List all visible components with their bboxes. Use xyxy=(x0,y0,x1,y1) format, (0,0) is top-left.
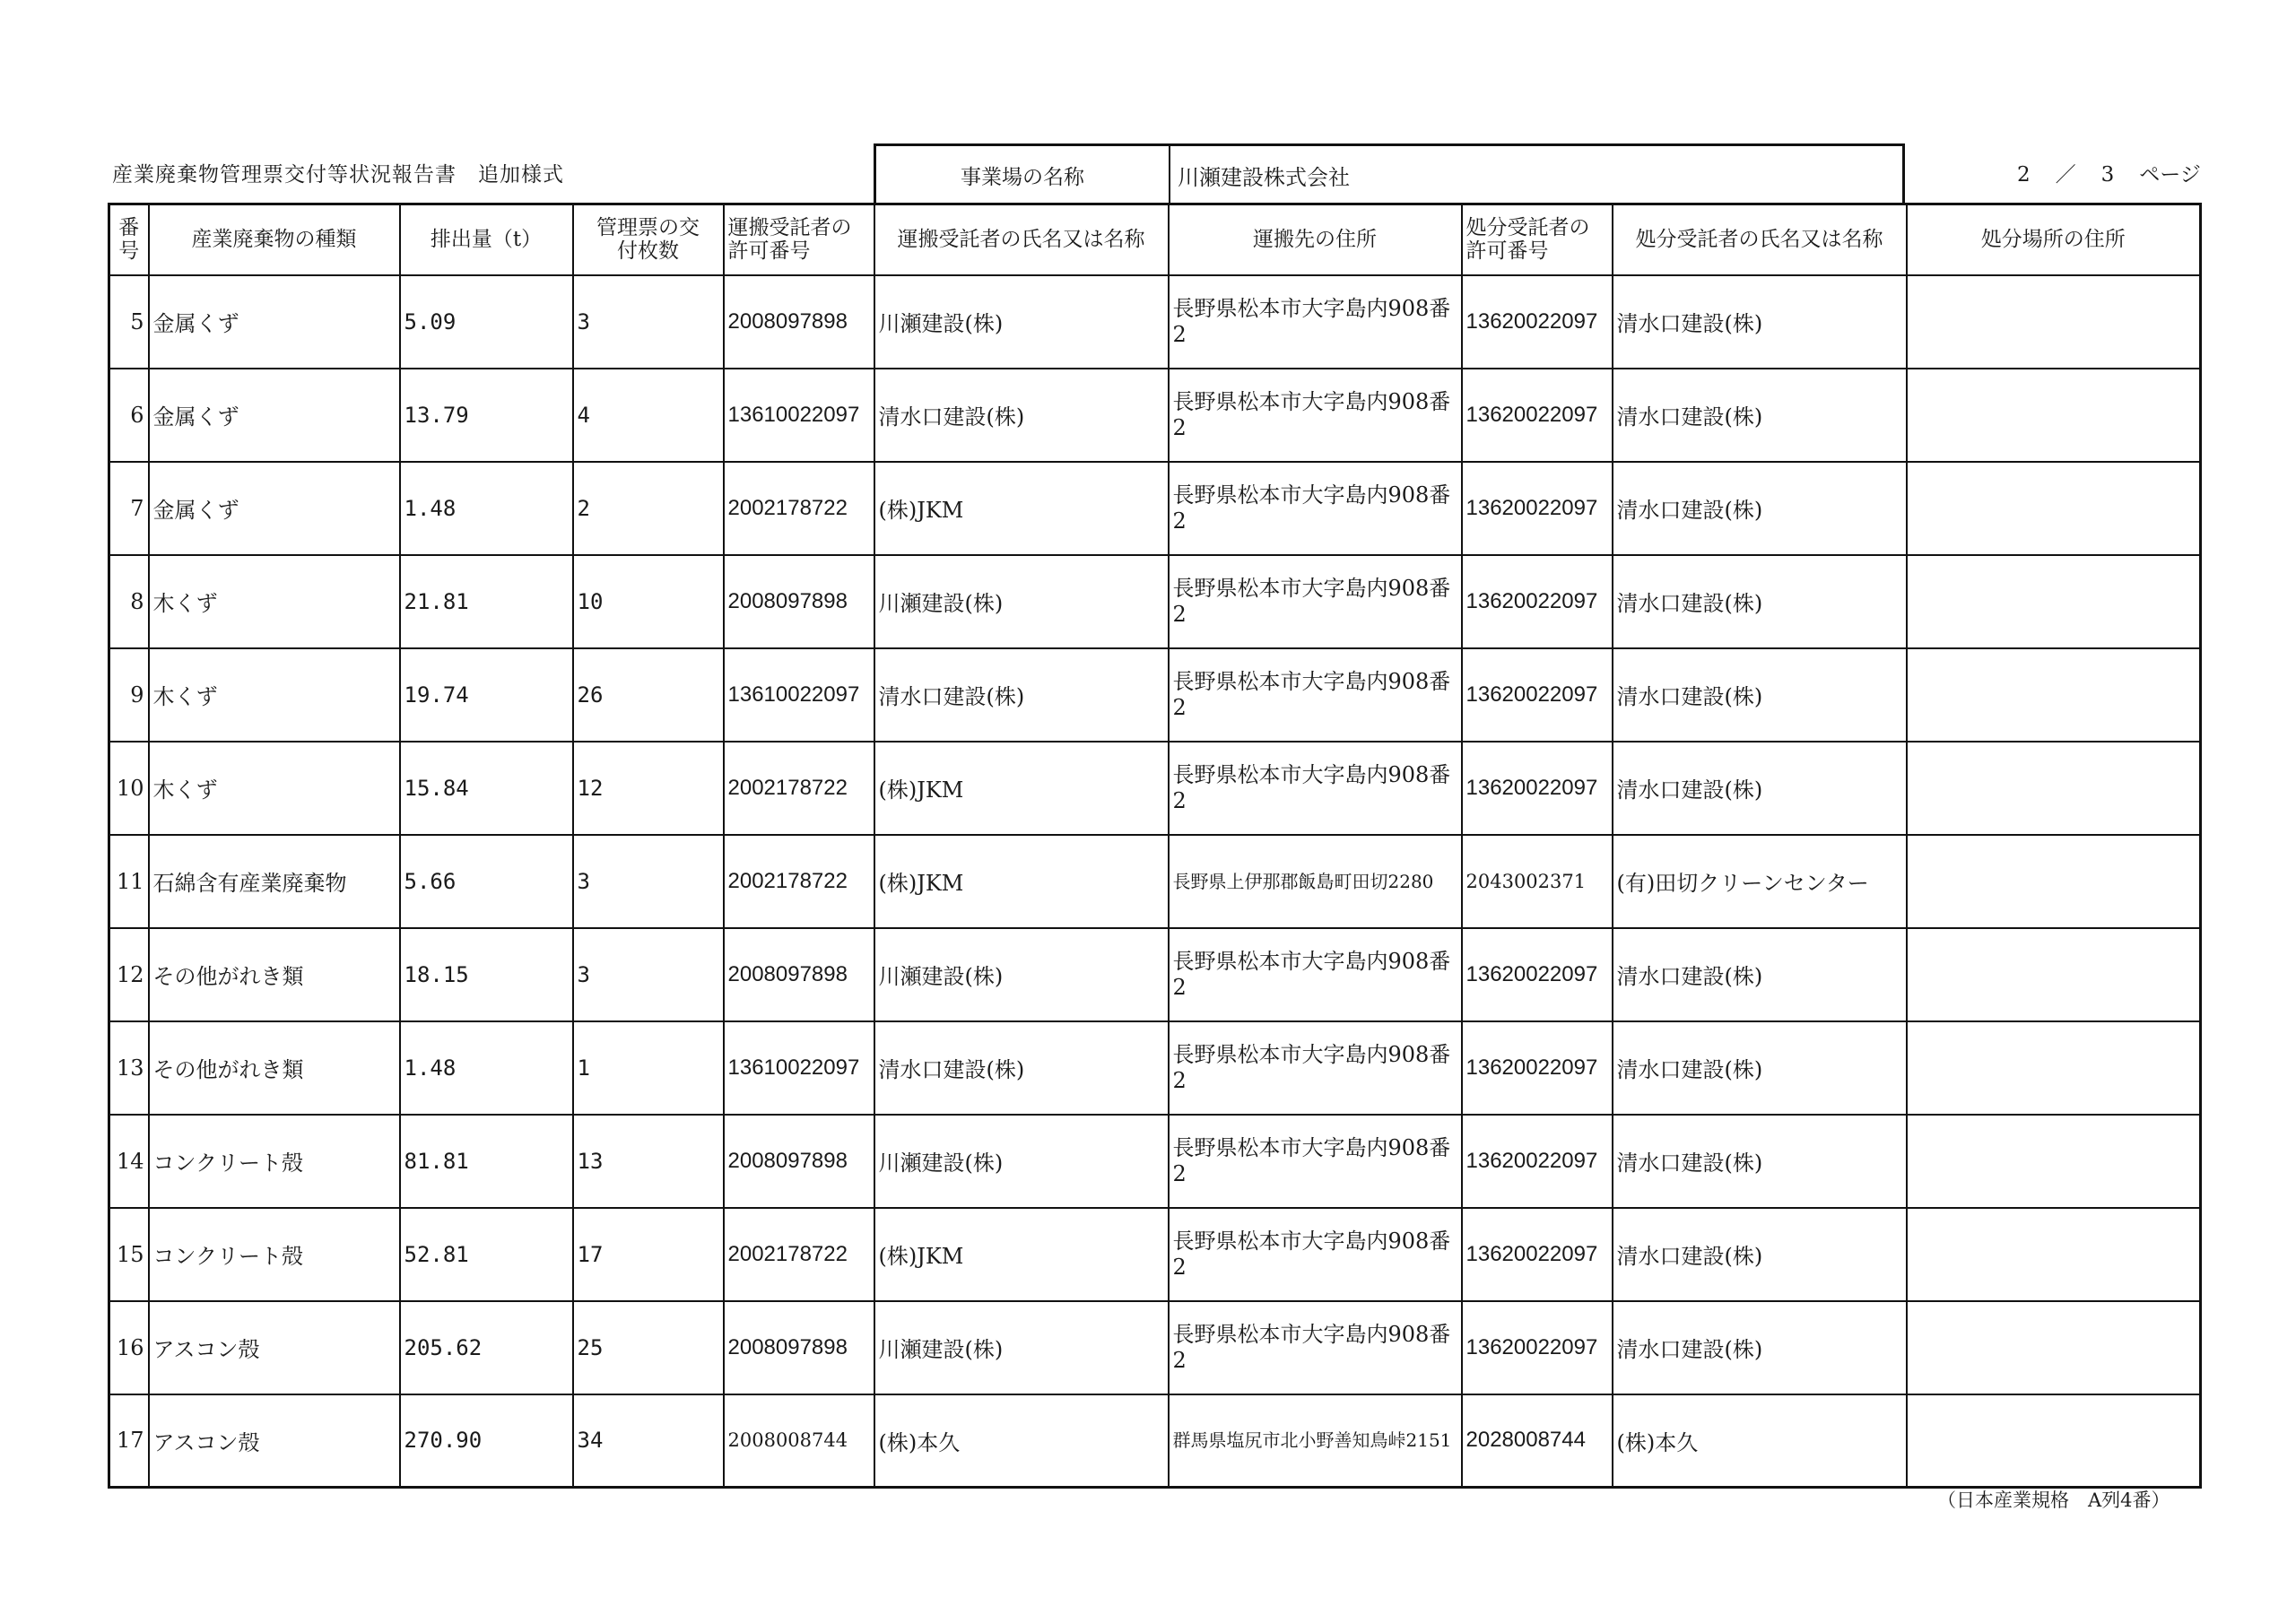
cell-destination-address: 長野県松本市大字島内908番2 xyxy=(1169,1021,1462,1115)
cell-transport-name: 清水口建設(株) xyxy=(874,648,1169,742)
cell-amount: 5.66 xyxy=(400,835,573,928)
cell-destination-address: 長野県松本市大字島内908番2 xyxy=(1169,275,1462,369)
site-name: 川瀬建設株式会社 xyxy=(1178,164,1350,190)
cell-transport-name: 川瀬建設(株) xyxy=(874,928,1169,1021)
cell-destination-address: 長野県松本市大字島内908番2 xyxy=(1169,1208,1462,1301)
cell-disposal-site-address xyxy=(1907,275,2201,369)
cell-disposal-permit: 13620022097 xyxy=(1462,1115,1613,1208)
cell-transport-permit: 2002178722 xyxy=(724,1208,874,1301)
cell-disposal-site-address xyxy=(1907,1208,2201,1301)
cell-disposal-site-address xyxy=(1907,1115,2201,1208)
cell-waste-type: 木くず xyxy=(149,742,400,835)
cell-disposal-site-address xyxy=(1907,928,2201,1021)
header-transport-permit xyxy=(724,204,874,275)
cell-manifest-count: 26 xyxy=(573,648,724,742)
cell-disposal-site-address xyxy=(1907,369,2201,462)
header-no-label: 番号 xyxy=(118,215,140,264)
cell-transport-name: 川瀬建設(株) xyxy=(874,555,1169,648)
table-row xyxy=(109,1301,2201,1394)
cell-transport-name: (株)JKM xyxy=(874,1208,1169,1301)
cell-disposal-name: (有)田切クリーンセンター xyxy=(1613,835,1907,928)
cell-amount: 52.81 xyxy=(400,1208,573,1301)
header-waste-type: 産業廃棄物の種類 xyxy=(149,204,400,275)
table-row xyxy=(109,742,2201,835)
cell-transport-name: (株)本久 xyxy=(874,1394,1169,1488)
cell-disposal-site-address xyxy=(1907,742,2201,835)
cell-disposal-permit: 13620022097 xyxy=(1462,555,1613,648)
cell-destination-address: 長野県松本市大字島内908番2 xyxy=(1169,1301,1462,1394)
cell-transport-permit: 2002178722 xyxy=(724,462,874,555)
cell-no: 9 xyxy=(109,648,149,742)
cell-transport-permit: 13610022097 xyxy=(724,369,874,462)
cell-no: 6 xyxy=(109,369,149,462)
cell-waste-type: 金属くず xyxy=(149,275,400,369)
cell-manifest-count: 12 xyxy=(573,742,724,835)
cell-transport-permit: 13610022097 xyxy=(724,1021,874,1115)
cell-disposal-name: 清水口建設(株) xyxy=(1613,1021,1907,1115)
cell-disposal-name: 清水口建設(株) xyxy=(1613,462,1907,555)
cell-no: 16 xyxy=(109,1301,149,1394)
table-row xyxy=(109,462,2201,555)
cell-disposal-name: 清水口建設(株) xyxy=(1613,928,1907,1021)
cell-disposal-site-address xyxy=(1907,462,2201,555)
page-unit: ページ xyxy=(2139,163,2201,187)
cell-transport-name: 川瀬建設(株) xyxy=(874,275,1169,369)
cell-no: 7 xyxy=(109,462,149,555)
header-disposal-permit xyxy=(1462,204,1613,275)
cell-disposal-name: 清水口建設(株) xyxy=(1613,1301,1907,1394)
cell-amount: 1.48 xyxy=(400,462,573,555)
cell-disposal-permit: 13620022097 xyxy=(1462,1301,1613,1394)
table-row xyxy=(109,1208,2201,1301)
table-row xyxy=(109,1394,2201,1488)
cell-manifest-count: 4 xyxy=(573,369,724,462)
table-row xyxy=(109,275,2201,369)
cell-transport-name: 川瀬建設(株) xyxy=(874,1301,1169,1394)
cell-disposal-permit: 13620022097 xyxy=(1462,742,1613,835)
header-manifest-count-label: 管理票の交付枚数 xyxy=(596,215,700,264)
cell-transport-name: 清水口建設(株) xyxy=(874,1021,1169,1115)
cell-manifest-count: 34 xyxy=(573,1394,724,1488)
cell-destination-address: 長野県松本市大字島内908番2 xyxy=(1169,462,1462,555)
cell-amount: 21.81 xyxy=(400,555,573,648)
cell-waste-type: 金属くず xyxy=(149,462,400,555)
cell-amount: 1.48 xyxy=(400,1021,573,1115)
cell-disposal-site-address xyxy=(1907,1394,2201,1488)
cell-disposal-permit: 13620022097 xyxy=(1462,648,1613,742)
cell-waste-type: コンクリート殻 xyxy=(149,1115,400,1208)
header-no xyxy=(109,204,149,275)
cell-disposal-site-address xyxy=(1907,1021,2201,1115)
cell-transport-name: (株)JKM xyxy=(874,742,1169,835)
cell-destination-address: 長野県松本市大字島内908番2 xyxy=(1169,555,1462,648)
header-disposal-permit-label: 処分受託者の許可番号 xyxy=(1465,215,1590,264)
cell-waste-type: 木くず xyxy=(149,648,400,742)
cell-destination-address: 群馬県塩尻市北小野善知鳥峠2151 xyxy=(1169,1394,1462,1488)
cell-destination-address: 長野県松本市大字島内908番2 xyxy=(1169,742,1462,835)
table-header-row xyxy=(109,204,2201,275)
cell-manifest-count: 2 xyxy=(573,462,724,555)
cell-no: 5 xyxy=(109,275,149,369)
header-transport-name: 運搬受託者の氏名又は名称 xyxy=(874,204,1169,275)
cell-amount: 5.09 xyxy=(400,275,573,369)
cell-transport-permit: 2008097898 xyxy=(724,928,874,1021)
cell-transport-permit: 2008008744 xyxy=(724,1394,874,1488)
cell-disposal-site-address xyxy=(1907,835,2201,928)
table-row xyxy=(109,369,2201,462)
cell-transport-permit: 2008097898 xyxy=(724,555,874,648)
cell-waste-type: その他がれき類 xyxy=(149,928,400,1021)
cell-disposal-site-address xyxy=(1907,648,2201,742)
cell-no: 17 xyxy=(109,1394,149,1488)
cell-waste-type: その他がれき類 xyxy=(149,1021,400,1115)
cell-no: 14 xyxy=(109,1115,149,1208)
page-total: 3 xyxy=(2100,163,2115,187)
header-disposal-site-address: 処分場所の住所 xyxy=(1907,204,2201,275)
cell-manifest-count: 3 xyxy=(573,835,724,928)
cell-no: 13 xyxy=(109,1021,149,1115)
cell-disposal-site-address xyxy=(1907,555,2201,648)
cell-manifest-count: 13 xyxy=(573,1115,724,1208)
cell-disposal-permit: 13620022097 xyxy=(1462,369,1613,462)
header-manifest-count xyxy=(573,204,724,275)
cell-amount: 270.90 xyxy=(400,1394,573,1488)
table-row xyxy=(109,928,2201,1021)
table-row xyxy=(109,1115,2201,1208)
cell-waste-type: 石綿含有産業廃棄物 xyxy=(149,835,400,928)
cell-manifest-count: 3 xyxy=(573,928,724,1021)
cell-manifest-count: 17 xyxy=(573,1208,724,1301)
cell-transport-name: (株)JKM xyxy=(874,835,1169,928)
table-row xyxy=(109,648,2201,742)
cell-no: 8 xyxy=(109,555,149,648)
page-current: 2 xyxy=(2017,163,2031,187)
page-separator: ／ xyxy=(2055,163,2076,187)
cell-disposal-name: (株)本久 xyxy=(1613,1394,1907,1488)
cell-transport-permit: 2008097898 xyxy=(724,1115,874,1208)
table-body xyxy=(109,275,2201,1488)
cell-destination-address: 長野県松本市大字島内908番2 xyxy=(1169,369,1462,462)
cell-disposal-site-address xyxy=(1907,1301,2201,1394)
cell-amount: 18.15 xyxy=(400,928,573,1021)
header-destination-address: 運搬先の住所 xyxy=(1169,204,1462,275)
page-indicator xyxy=(2005,158,2213,187)
cell-amount: 81.81 xyxy=(400,1115,573,1208)
cell-disposal-name: 清水口建設(株) xyxy=(1613,369,1907,462)
cell-manifest-count: 25 xyxy=(573,1301,724,1394)
table-row xyxy=(109,1021,2201,1115)
cell-no: 12 xyxy=(109,928,149,1021)
cell-disposal-permit: 13620022097 xyxy=(1462,275,1613,369)
cell-destination-address: 長野県松本市大字島内908番2 xyxy=(1169,928,1462,1021)
cell-disposal-permit: 2043002371 xyxy=(1462,835,1613,928)
cell-disposal-name: 清水口建設(株) xyxy=(1613,275,1907,369)
cell-destination-address: 長野県松本市大字島内908番2 xyxy=(1169,1115,1462,1208)
cell-waste-type: アスコン殻 xyxy=(149,1394,400,1488)
cell-transport-name: 川瀬建設(株) xyxy=(874,1115,1169,1208)
site-name-box xyxy=(874,143,1905,204)
cell-disposal-name: 清水口建設(株) xyxy=(1613,555,1907,648)
cell-destination-address: 長野県上伊那郡飯島町田切2280 xyxy=(1169,835,1462,928)
manifest-report-table xyxy=(108,203,2202,1489)
cell-no: 15 xyxy=(109,1208,149,1301)
cell-amount: 15.84 xyxy=(400,742,573,835)
cell-transport-name: 清水口建設(株) xyxy=(874,369,1169,462)
cell-disposal-permit: 13620022097 xyxy=(1462,1208,1613,1301)
document-title: 産業廃棄物管理票交付等状況報告書 追加様式 xyxy=(112,163,564,187)
cell-disposal-permit: 13620022097 xyxy=(1462,1021,1613,1115)
site-label: 事業場の名称 xyxy=(876,146,1170,204)
cell-disposal-permit: 13620022097 xyxy=(1462,462,1613,555)
header-amount: 排出量（t） xyxy=(400,204,573,275)
cell-disposal-name: 清水口建設(株) xyxy=(1613,648,1907,742)
cell-waste-type: 金属くず xyxy=(149,369,400,462)
cell-disposal-permit: 2028008744 xyxy=(1462,1394,1613,1488)
cell-amount: 19.74 xyxy=(400,648,573,742)
cell-disposal-name: 清水口建設(株) xyxy=(1613,742,1907,835)
table-row xyxy=(109,555,2201,648)
cell-transport-permit: 2008097898 xyxy=(724,1301,874,1394)
cell-manifest-count: 3 xyxy=(573,275,724,369)
cell-amount: 205.62 xyxy=(400,1301,573,1394)
cell-no: 11 xyxy=(109,835,149,928)
cell-transport-permit: 2008097898 xyxy=(724,275,874,369)
header-transport-permit-label: 運搬受託者の許可番号 xyxy=(727,215,852,264)
cell-transport-name: (株)JKM xyxy=(874,462,1169,555)
cell-waste-type: 木くず xyxy=(149,555,400,648)
cell-disposal-name: 清水口建設(株) xyxy=(1613,1208,1907,1301)
footer-note: （日本産業規格 A列4番） xyxy=(1937,1489,2170,1511)
header-disposal-name: 処分受託者の氏名又は名称 xyxy=(1613,204,1907,275)
cell-amount: 13.79 xyxy=(400,369,573,462)
cell-disposal-name: 清水口建設(株) xyxy=(1613,1115,1907,1208)
cell-transport-permit: 13610022097 xyxy=(724,648,874,742)
cell-destination-address: 長野県松本市大字島内908番2 xyxy=(1169,648,1462,742)
cell-waste-type: アスコン殻 xyxy=(149,1301,400,1394)
cell-disposal-permit: 13620022097 xyxy=(1462,928,1613,1021)
table-row xyxy=(109,835,2201,928)
cell-manifest-count: 10 xyxy=(573,555,724,648)
cell-transport-permit: 2002178722 xyxy=(724,742,874,835)
cell-transport-permit: 2002178722 xyxy=(724,835,874,928)
cell-waste-type: コンクリート殻 xyxy=(149,1208,400,1301)
cell-no: 10 xyxy=(109,742,149,835)
cell-manifest-count: 1 xyxy=(573,1021,724,1115)
